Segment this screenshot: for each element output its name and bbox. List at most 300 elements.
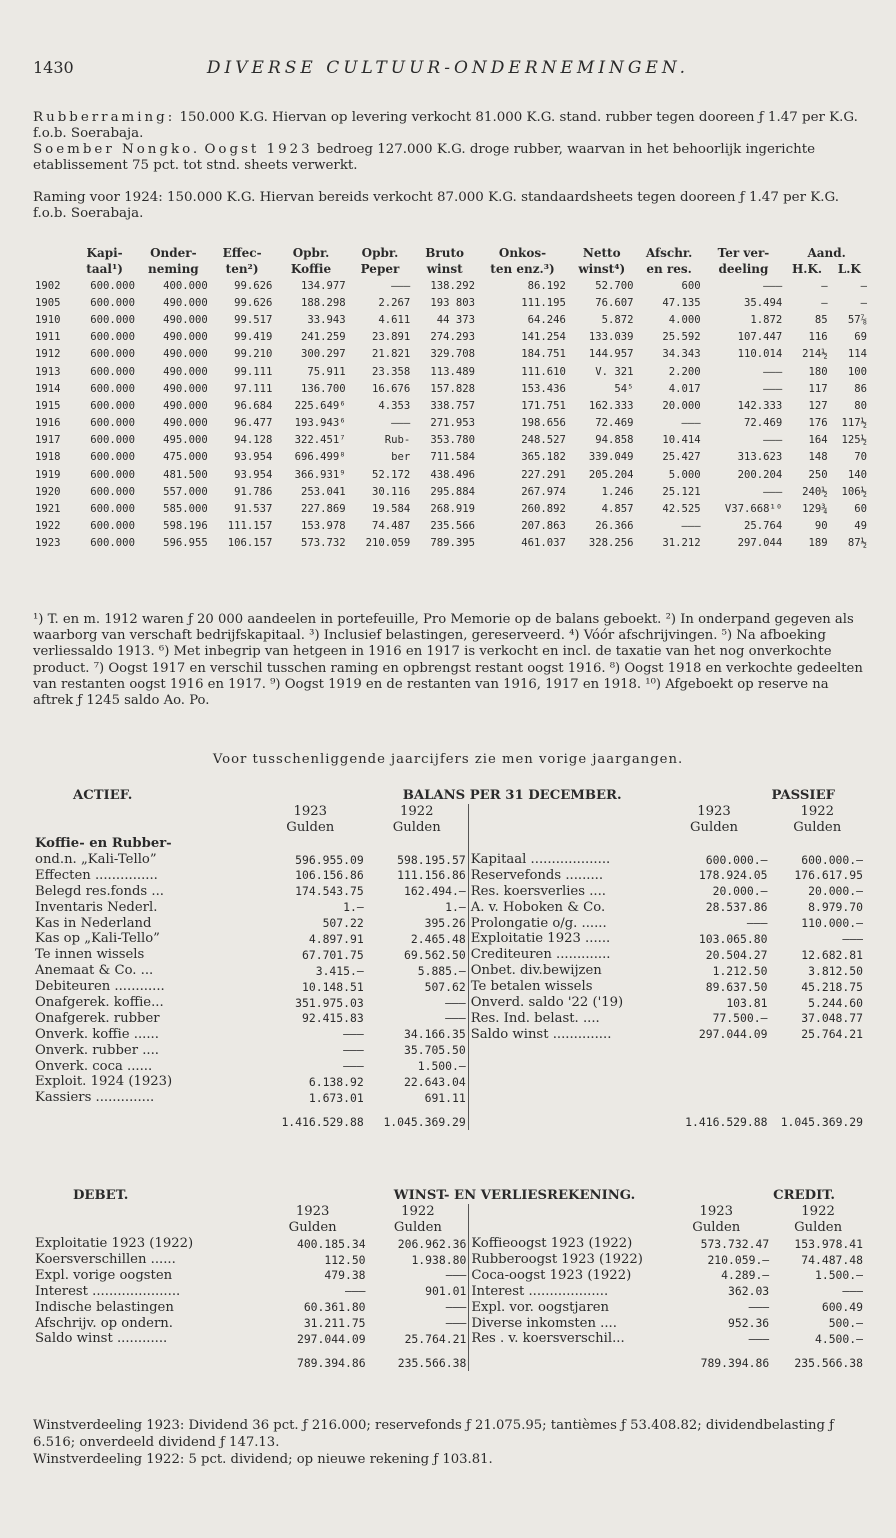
- pl-debit-label: Expl. vorige oogsten: [35, 1267, 173, 1283]
- balance-asset-1923: 4.897.91: [308, 931, 364, 946]
- pl-credit-1922: 600.49: [821, 1300, 863, 1315]
- history-cell: 90: [814, 520, 828, 533]
- pl-credit-1922: 74.487.48: [801, 1252, 863, 1267]
- balance-empty: [468, 836, 658, 852]
- pl-row: [33, 1331, 865, 1347]
- balance-liability-label: Te betalen wissels: [470, 979, 593, 995]
- balance-liability-label: Crediteuren .............: [470, 947, 611, 963]
- history-cell: 111.195: [521, 296, 566, 309]
- history-cell: 117: [808, 382, 828, 395]
- pl-credit-1923: 952.36: [728, 1316, 770, 1331]
- balance-asset-1922: 69.562.50: [366, 947, 469, 963]
- pl-year-1-right: 1923: [699, 1204, 734, 1220]
- balance-group-label: Koffie- en Rubber-: [35, 836, 172, 852]
- history-cell: 60: [854, 503, 867, 516]
- pl-unit-3: Gulden: [692, 1220, 741, 1236]
- history-cell: 235.566: [430, 520, 476, 533]
- balance-liability-label: Prolongatie o/g. ......: [470, 915, 607, 931]
- history-col-head: Opbr.: [292, 246, 330, 260]
- running-header: [33, 58, 863, 82]
- history-row: [33, 535, 869, 552]
- balance-left-title: ACTIEF.: [73, 788, 133, 804]
- history-cell: 111.157: [227, 520, 273, 533]
- pl-credit-label: Res . v. koersverschil...: [471, 1331, 625, 1347]
- history-cell: 250: [808, 468, 828, 481]
- history-cell: ———: [763, 279, 783, 292]
- balance-asset-1922: 1.500.—: [366, 1058, 469, 1074]
- history-col-subhead: en res.: [646, 262, 692, 276]
- balance-liability-1922: 45.218.75: [801, 979, 863, 994]
- history-cell: 789.395: [430, 537, 476, 550]
- balance-asset-1923: 1.—: [343, 900, 364, 915]
- balance-asset-label: ond.n. „Kali-Tello”: [35, 852, 157, 867]
- history-cell: 23.891: [372, 331, 411, 344]
- history-cell: 76.607: [595, 296, 634, 309]
- history-year: 1915: [35, 399, 61, 412]
- history-cell: 210.059: [365, 537, 411, 550]
- history-year: 1912: [35, 348, 61, 361]
- balance-asset-label: Kas op „Kali-Tello”: [35, 931, 160, 947]
- balance-empty: [659, 1074, 770, 1090]
- history-cell: 490.000: [163, 365, 208, 378]
- balance-asset-1922: ———: [366, 995, 469, 1011]
- history-row: [33, 329, 869, 346]
- history-cell: 99.419: [234, 331, 273, 344]
- history-cell: 353.780: [430, 434, 476, 447]
- history-cell: 34.343: [662, 348, 701, 361]
- balance-row: [33, 1010, 865, 1026]
- balance-empty: [769, 1058, 865, 1074]
- balance-asset-1922: 2.465.48: [366, 931, 469, 947]
- balance-liability-label: Exploitatie 1923 ......: [470, 931, 611, 947]
- balance-asset-1923: 10.148.51: [302, 979, 364, 994]
- history-cell: 600.000: [90, 279, 135, 292]
- balance-unit: Gulden: [286, 820, 335, 836]
- pl-left-title: DEBET.: [73, 1188, 129, 1204]
- pl-debit-1922: 901.01: [368, 1283, 469, 1299]
- history-cell: ———: [763, 434, 783, 447]
- history-cell: 52.700: [595, 279, 634, 292]
- history-cell: 86.192: [527, 279, 566, 292]
- pl-debit-label: Interest .....................: [35, 1283, 181, 1299]
- pl-total-right-1922: 235.566.38: [794, 1355, 863, 1370]
- balance-empty: [769, 1042, 865, 1058]
- pl-credit-label: Coca-oogst 1923 (1922): [471, 1267, 632, 1283]
- balance-asset-1923: 596.955.09: [295, 852, 364, 867]
- history-cell: 600.000: [90, 365, 135, 378]
- pl-debit-1923: 112.50: [324, 1252, 366, 1267]
- pl-row: [33, 1283, 865, 1299]
- history-cell: —: [860, 279, 867, 292]
- history-cell: 171.751: [521, 399, 566, 412]
- balance-row: [33, 852, 865, 868]
- history-cell: 74.487: [372, 520, 411, 533]
- balance-liability-1923: 178.924.05: [698, 868, 768, 883]
- balance-liability-1922: 25.764.21: [801, 1027, 863, 1042]
- history-cell: 585.000: [163, 503, 208, 516]
- history-cell: 164: [808, 434, 828, 447]
- balance-row: [33, 947, 865, 963]
- history-row: [33, 277, 869, 294]
- balance-liability-1923: 600.000.—: [705, 852, 768, 867]
- pl-row: [33, 1315, 865, 1331]
- history-cell: 253.041: [300, 485, 346, 498]
- pl-debit-label: Saldo winst ............: [35, 1331, 168, 1347]
- history-cell: 99.626: [234, 279, 273, 292]
- history-cell: 188.298: [300, 296, 346, 309]
- history-cell: 328.256: [588, 537, 634, 550]
- balance-year-1-right: 1923: [697, 804, 731, 820]
- balance-liability-1922: 8.979.70: [808, 900, 863, 915]
- history-row: [33, 415, 869, 432]
- history-cell: 125½: [841, 434, 867, 447]
- history-cell: ———: [763, 485, 783, 498]
- history-cell: 54⁵: [614, 382, 634, 395]
- history-cell: 10.414: [662, 434, 701, 447]
- history-cell: 19.584: [372, 503, 411, 516]
- balance-asset-1922: ———: [366, 1010, 469, 1026]
- balance-row: [33, 963, 865, 979]
- history-cell: 142.333: [737, 399, 783, 412]
- history-cell: 25.427: [662, 451, 701, 464]
- history-col-subhead: winst⁴): [578, 262, 626, 276]
- balance-asset-1922: 5.885.—: [366, 963, 469, 979]
- history-cell: 600.000: [90, 434, 135, 447]
- harvest-text: bedroeg 127.000 K.G. droge rubber, waarvan in het behoorlijk ingerichte etablissement 75 pct. tot stnd. sheets verwerkt.: [33, 142, 816, 173]
- history-cell: ber: [391, 451, 411, 464]
- history-year: 1911: [35, 331, 61, 344]
- history-cell: 557.000: [163, 485, 208, 498]
- balance-row: [33, 1042, 865, 1058]
- balance-year-2-right: 1922: [800, 804, 835, 820]
- history-cell: 267.974: [521, 485, 566, 498]
- history-cell: 490.000: [163, 399, 208, 412]
- history-cell: 144.957: [588, 348, 634, 361]
- history-col-subhead: L.K: [837, 262, 861, 276]
- balance-liability-1923: 89.637.50: [705, 979, 768, 994]
- pl-credit-1922: ———: [842, 1284, 863, 1299]
- balance-liability-label: Reservefonds .........: [470, 867, 604, 883]
- history-cell: 490.000: [163, 348, 208, 361]
- history-cell: 153.978: [300, 520, 346, 533]
- history-cell: 490.000: [163, 313, 208, 326]
- history-row: [33, 363, 869, 380]
- history-cell: 481.500: [163, 468, 208, 481]
- balance-row: [33, 915, 865, 931]
- balance-liability-1923: 1.212.50: [712, 963, 768, 978]
- balance-liability-1922: 3.812.50: [808, 963, 863, 978]
- history-cell: 49: [854, 520, 867, 533]
- pl-credit-label: Expl. vor. oogstjaren: [471, 1299, 609, 1315]
- balance-asset-1923: ———: [343, 1043, 364, 1058]
- pl-year-1: 1923: [295, 1204, 330, 1220]
- history-cell: —: [821, 296, 828, 309]
- history-cell: 93.954: [234, 451, 273, 464]
- history-cell: V37.668¹⁰: [724, 503, 783, 516]
- pl-credit-1923: 362.03: [728, 1284, 770, 1299]
- history-row: [33, 346, 869, 363]
- pl-debit-1922: 25.764.21: [368, 1331, 469, 1347]
- history-cell: 176: [808, 417, 828, 430]
- history-cell: 461.037: [521, 537, 566, 550]
- history-cell: 42.525: [662, 503, 701, 516]
- history-cell: 4.611: [378, 313, 411, 326]
- pl-debit-1923: 60.361.80: [303, 1300, 366, 1315]
- history-cell: 600.000: [90, 313, 135, 326]
- history-cell: 85: [814, 313, 828, 326]
- history-cell: 5.000: [668, 468, 701, 481]
- history-cell: 35.494: [744, 296, 783, 309]
- pl-credit-1923: 210.059.—: [707, 1252, 770, 1267]
- history-cell: 438.496: [430, 468, 476, 481]
- history-cell: 600.000: [90, 399, 135, 412]
- pl-debit-label: Exploitatie 1923 (1922): [35, 1236, 194, 1252]
- history-cell: 600.000: [90, 348, 135, 361]
- balance-liability-1922: ———: [842, 931, 863, 946]
- balance-empty: [659, 836, 770, 852]
- history-cell: 157.828: [430, 382, 476, 395]
- balance-sheet: [33, 788, 865, 1130]
- balance-row: [33, 1058, 865, 1074]
- balance-asset-label: Anemaat & Co. ...: [35, 963, 154, 979]
- history-row: [33, 294, 869, 311]
- history-body: [33, 277, 869, 552]
- history-row: [33, 466, 869, 483]
- history-cell: 495.000: [163, 434, 208, 447]
- history-cell: 573.732: [300, 537, 346, 550]
- history-year: 1914: [35, 382, 61, 395]
- pl-debit-1922: ———: [368, 1267, 469, 1283]
- history-cell: 227.869: [300, 503, 346, 516]
- history-col-subhead: taal¹): [86, 262, 123, 276]
- history-cell: 70: [854, 451, 867, 464]
- history-cell: Rub-: [384, 434, 411, 447]
- footnotes: ¹) T. en m. 1912 waren ƒ 20 000 aandeelen in portefeuille, Pro Memorie op de balans geboekt. ²) In onderpand gegeven als waarborg van verschaft bedrijfskapitaal. ³) Inclusief belastingen, gereserveerd. ⁴) Vóór afschrijvingen. ⁵) Na afboeking verliessaldo 1913. ⁶) Met inbegrip van hetgeen in 1916 en 1917 is verkocht en incl. de taxatie van het nog onverkochte product. ⁷) Oogst 1917 en verschil tusschen raming en opbrengst restant oogst 1916. ⁸) Oogst 1918 en verkochte gedeelten van restanten oogst 1916 en 1917. ⁹) Oogst 1919 en de restanten van 1916, 1917 en 1918. ¹⁰) Afgeboekt op reserve na aftrek ƒ 1245 saldo Ao. Po.: [33, 612, 863, 709]
- harvest-lead: Oogst 1923: [204, 142, 313, 157]
- history-cell: 600.000: [90, 417, 135, 430]
- history-cell: 1.246: [601, 485, 634, 498]
- pl-debit-label: Indische belastingen: [35, 1299, 174, 1315]
- history-cell: 86: [854, 382, 867, 395]
- balance-row: [33, 883, 865, 899]
- history-cell: 47.135: [662, 296, 701, 309]
- history-cell: 111.610: [521, 365, 566, 378]
- pl-debit-1923: 31.211.75: [303, 1316, 366, 1331]
- balance-asset-label: Onverk. koffie ......: [35, 1026, 159, 1042]
- history-cell: 184.751: [521, 348, 566, 361]
- history-year: 1919: [35, 468, 61, 481]
- history-cell: 600: [681, 279, 701, 292]
- balance-asset-1922: 34.166.35: [366, 1026, 469, 1042]
- history-cell: 227.291: [521, 468, 566, 481]
- history-cell: 248.527: [521, 434, 566, 447]
- pl-unit-4: Gulden: [794, 1220, 843, 1236]
- history-cell: 214½: [802, 348, 828, 361]
- history-cell: 205.204: [588, 468, 634, 481]
- pl-credit-1922: 500.—: [828, 1316, 863, 1331]
- history-row: [33, 380, 869, 397]
- history-col-head: Opbr.: [361, 246, 399, 260]
- history-cell: 133.039: [588, 331, 634, 344]
- pl-credit-1923: 4.289.—: [721, 1268, 770, 1283]
- history-cell: 600.000: [90, 503, 135, 516]
- balance-row: [33, 931, 865, 947]
- history-cell: ———: [391, 417, 411, 430]
- balance-empty: [659, 1090, 770, 1106]
- history-cell: 600.000: [90, 451, 135, 464]
- history-cell: 600.000: [90, 537, 135, 550]
- history-cell: 300.297: [300, 348, 346, 361]
- pl-debit-1923: ———: [344, 1284, 366, 1299]
- history-year: 1921: [35, 503, 61, 516]
- history-cell: 93.954: [234, 468, 273, 481]
- pl-credit-label: Koffieoogst 1923 (1922): [471, 1236, 633, 1252]
- history-cell: 75.911: [307, 365, 346, 378]
- history-cell: 200.204: [737, 468, 783, 481]
- history-cell: 96.477: [234, 417, 273, 430]
- pl-credit-label: Interest ...................: [471, 1283, 609, 1299]
- history-cell: 240½: [802, 485, 828, 498]
- history-cell: 64.246: [527, 313, 566, 326]
- history-cell: V. 321: [595, 365, 634, 378]
- pl-unit-2: Gulden: [368, 1220, 469, 1236]
- history-cell: 268.919: [430, 503, 476, 516]
- balance-asset-label: Kas in Nederland: [35, 915, 152, 931]
- balance-liability-1923: 20.504.27: [705, 947, 768, 962]
- history-col-subhead: deeling: [718, 262, 769, 276]
- balance-asset-1923: 3.415.—: [315, 963, 364, 978]
- history-cell: 711.584: [430, 451, 476, 464]
- balance-asset-label: Inventaris Nederl.: [35, 899, 158, 915]
- history-cell: 110.014: [737, 348, 783, 361]
- history-cell: 490.000: [163, 417, 208, 430]
- balance-liability-label: Res. koersverlies ....: [470, 883, 606, 899]
- history-cell: 313.623: [737, 451, 783, 464]
- history-cell: 475.000: [163, 451, 208, 464]
- history-cell: 117½: [841, 417, 867, 430]
- history-cell: 2.267: [378, 296, 411, 309]
- balance-liability-1923: 77.500.—: [712, 1011, 768, 1026]
- intro-rubber-estimate: [33, 110, 865, 142]
- balance-total-right-1922: 1.045.369.29: [780, 1114, 863, 1129]
- history-cell: 113.489: [430, 365, 476, 378]
- history-year: 1922: [35, 520, 61, 533]
- history-cell: 241.259: [300, 331, 346, 344]
- pl-right-title: CREDIT.: [773, 1188, 835, 1204]
- history-row: [33, 518, 869, 535]
- pl-year-2: 1922: [368, 1204, 469, 1220]
- balance-totals: [33, 1106, 865, 1130]
- history-year: 1916: [35, 417, 61, 430]
- balance-asset-1922: 111.156.86: [366, 867, 469, 883]
- balance-asset-label: Onverk. rubber ....: [35, 1042, 159, 1058]
- history-cell: 600.000: [90, 296, 135, 309]
- history-col-subhead: Koffie: [290, 262, 332, 276]
- history-col-head: Onder-: [150, 246, 197, 260]
- balance-liability-1922: 5.244.60: [808, 995, 863, 1010]
- history-year: 1910: [35, 313, 61, 326]
- balance-liability-label: Onverd. saldo '22 ('19): [470, 995, 624, 1011]
- history-cell: 490.000: [163, 296, 208, 309]
- history-header-row-1: [33, 245, 869, 261]
- history-year: 1902: [35, 279, 61, 292]
- history-year: 1905: [35, 296, 61, 309]
- history-col-head: Netto: [582, 246, 621, 260]
- pl-debit-1923: 400.185.34: [296, 1236, 366, 1251]
- history-cell: —: [821, 279, 828, 292]
- history-cell: —: [860, 296, 867, 309]
- history-col-subhead: winst: [426, 262, 463, 276]
- history-cell: 490.000: [163, 331, 208, 344]
- balance-asset-label: Debiteuren ............: [35, 979, 165, 995]
- balance-asset-1922: 22.643.04: [366, 1074, 469, 1090]
- pl-total-right-1923: 789.394.86: [700, 1355, 770, 1370]
- history-col-subhead: H.K.: [791, 262, 823, 276]
- pl-total-left-1922: 235.566.38: [368, 1347, 469, 1371]
- balance-year-2: 1922: [366, 804, 469, 820]
- history-year: 1918: [35, 451, 61, 464]
- history-cell: 87½: [847, 537, 867, 550]
- history-cell: 129¾: [802, 503, 828, 516]
- balance-liability-1923: 103.81: [726, 995, 768, 1010]
- interim-note: Voor tusschenliggende jaarcijfers zie men vorige jaargangen.: [212, 752, 684, 767]
- balance-right-title: PASSIEF: [771, 788, 835, 804]
- history-cell: 25.764: [744, 520, 783, 533]
- balance-row: [33, 867, 865, 883]
- pl-title: WINST- EN VERLIESREKENING.: [393, 1188, 636, 1204]
- history-cell: 596.955: [163, 537, 208, 550]
- history-col-head: Afschr.: [645, 246, 693, 260]
- balance-liability-1922: 12.682.81: [801, 947, 863, 962]
- history-cell: 600.000: [90, 485, 135, 498]
- balance-empty: [468, 1090, 658, 1106]
- history-cell: 193.943⁶: [294, 417, 346, 430]
- balance-row: [33, 995, 865, 1011]
- history-row: [33, 483, 869, 500]
- history-cell: 207.863: [521, 520, 566, 533]
- balance-liability-1922: 176.617.95: [794, 868, 863, 883]
- pl-debit-1923: 479.38: [324, 1268, 366, 1283]
- history-col-subhead: ten²): [225, 262, 259, 276]
- pl-credit-label: Rubberoogst 1923 (1922): [471, 1252, 643, 1267]
- balance-total-left-1923: 1.416.529.88: [281, 1114, 364, 1129]
- history-cell: 25.121: [662, 485, 701, 498]
- profit-distribution-1922: Winstverdeeling 1922: 5 pct. dividend; op nieuwe rekening ƒ 103.81.: [33, 1452, 493, 1467]
- history-row: [33, 449, 869, 466]
- history-cell: 274.293: [430, 331, 476, 344]
- balance-row: [33, 899, 865, 915]
- history-cell: 57⅞: [847, 313, 867, 326]
- history-year: 1920: [35, 485, 61, 498]
- history-cell: ———: [763, 365, 783, 378]
- history-cell: 72.469: [744, 417, 783, 430]
- history-cell: 114: [847, 348, 867, 361]
- profit-distribution-1923: Winstverdeeling 1923: Dividend 36 pct. ƒ 216.000; reservefonds ƒ 21.075.95; tantièmes ƒ 53.408.82; dividendbelasting ƒ 6.516; onverdeeld dividend ƒ 147.13.: [33, 1418, 834, 1450]
- history-cell: 4.353: [378, 399, 411, 412]
- balance-liability-label: A. v. Hoboken & Co.: [470, 899, 606, 915]
- history-cell: 31.212: [662, 537, 701, 550]
- history-cell: 107.447: [737, 331, 783, 344]
- balance-asset-1922: 395.26: [366, 915, 469, 931]
- history-col-subhead: neming: [147, 262, 199, 276]
- pl-debit-1922: 1.938.80: [368, 1252, 469, 1268]
- balance-asset-1922: 1.—: [366, 899, 469, 915]
- history-cell: 295.884: [430, 485, 476, 498]
- balance-empty: [659, 1058, 770, 1074]
- pl-total-left-1923: 789.394.86: [296, 1355, 366, 1370]
- balance-asset-label: Onafgerek. koffie...: [35, 995, 164, 1011]
- balance-title: BALANS PER 31 DECEMBER.: [402, 788, 622, 804]
